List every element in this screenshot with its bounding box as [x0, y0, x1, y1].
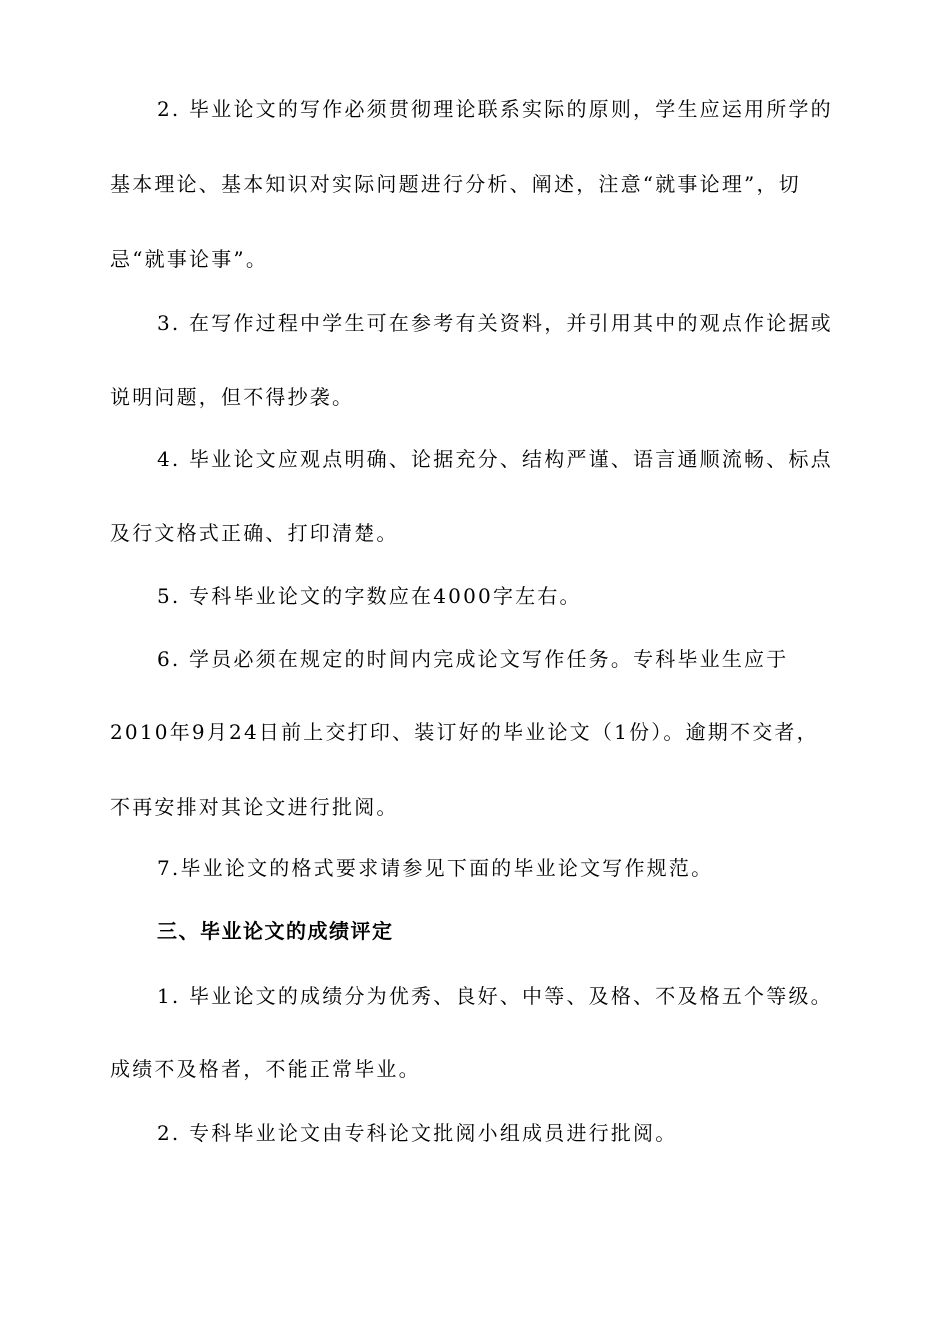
- item-4-line-2: 及行文格式正确、打印清楚。: [110, 521, 399, 545]
- item-6-line-1: 6. 学员必须在规定的时间内完成论文写作任务。专科毕业生应于: [157, 647, 789, 671]
- item-7-line-1: 7.毕业论文的格式要求请参见下面的毕业论文写作规范。: [157, 856, 714, 880]
- section-heading-grading: 三、毕业论文的成绩评定: [157, 919, 394, 943]
- item-6-line-3: 不再安排对其论文进行批阅。: [110, 795, 399, 819]
- item-3-line-1: 3. 在写作过程中学生可在参考有关资料，并引用其中的观点作论据或: [157, 311, 833, 335]
- item-2-line-2: 基本理论、基本知识对实际问题进行分析、阐述，注意“就事论理”，切: [110, 172, 801, 196]
- item-6-line-2: 2010年9月24日前上交打印、装订好的毕业论文（1份）。逾期不交者，: [110, 720, 819, 744]
- item-2-line-3: 忌“就事论事”。: [110, 247, 269, 271]
- item-3-line-2: 说明问题，但不得抄袭。: [110, 385, 355, 409]
- grading-item-1-line-1: 1. 毕业论文的成绩分为优秀、良好、中等、及格、不及格五个等级。: [157, 984, 833, 1008]
- item-5-line-1: 5. 专科毕业论文的字数应在4000字左右。: [157, 584, 582, 608]
- item-4-line-1: 4. 毕业论文应观点明确、论据充分、结构严谨、语言通顺流畅、标点: [157, 447, 833, 471]
- grading-item-1-line-2: 成绩不及格者，不能正常毕业。: [110, 1057, 421, 1081]
- item-2-line-1: 2. 毕业论文的写作必须贯彻理论联系实际的原则，学生应运用所学的: [157, 97, 833, 121]
- grading-item-2-line-1: 2. 专科毕业论文由专科论文批阅小组成员进行批阅。: [157, 1121, 678, 1145]
